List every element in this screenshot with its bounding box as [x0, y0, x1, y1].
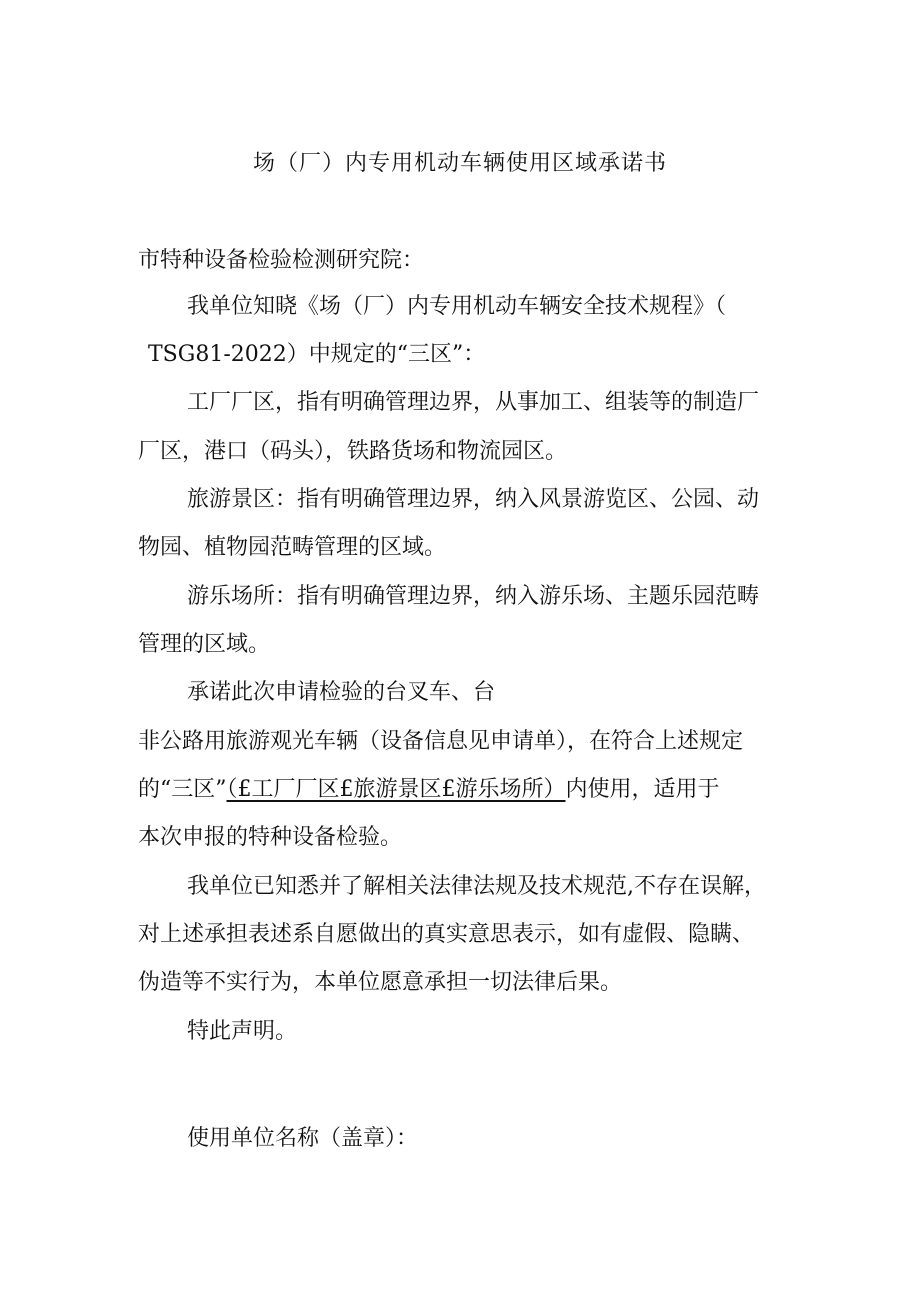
zone-checkbox-options[interactable]: （£工厂厂区£旅游景区£游乐场所） [226, 777, 566, 802]
paragraph-6-line-1: 我单位已知悉并了解相关法律法规及技术规范,不存在误解， [187, 874, 766, 899]
three-zones-prefix: 的“三区” [138, 777, 227, 802]
paragraph-5-line-4: 本次申报的特种设备检验。 [138, 825, 403, 850]
paragraph-6-line-2: 对上述承担表述系自愿做出的真实意思表示，如有虚假、隐瞒、 [138, 922, 755, 947]
paragraph-1-line-2: TSG81-2022）中规定的“三区”： [148, 342, 486, 367]
paragraph-2-line-2: 厂区，港口（码头），铁路货场和物流园区。 [138, 439, 568, 464]
paragraph-5-line-3 [138, 775, 720, 805]
paragraph-1-line-1: 我单位知晓《场（厂）内专用机动车辆安全技术规程》（ [187, 294, 727, 319]
paragraph-3-line-2: 物园、植物园范畴管理的区域。 [138, 535, 447, 560]
three-zones-suffix: 内使用，适用于 [565, 777, 720, 802]
paragraph-3-line-1: 旅游景区：指有明确管理边界，纳入风景游览区、公园、动 [187, 487, 760, 512]
document-title: 场（厂）内专用机动车辆使用区域承诺书 [252, 151, 667, 176]
paragraph-2-line-1: 工厂厂区，指有明确管理边界，从事加工、组装等的制造厂 [187, 390, 760, 415]
paragraph-5-line-2: 非公路用旅游观光车辆（设备信息见申请单），在符合上述规定 [138, 729, 744, 754]
closing-statement: 特此声明。 [187, 1019, 298, 1044]
addressee: 市特种设备检验检测研究院： [138, 248, 425, 273]
signature-label: 使用单位名称（盖章）： [187, 1126, 419, 1151]
paragraph-5-line-1: 承诺此次申请检验的台叉车、台 [187, 680, 496, 705]
paragraph-4-line-2: 管理的区域。 [138, 632, 271, 657]
paragraph-4-line-1: 游乐场所：指有明确管理边界，纳入游乐场、主题乐园范畴 [187, 584, 760, 609]
paragraph-6-line-3: 伪造等不实行为，本单位愿意承担一切法律后果。 [138, 970, 623, 995]
